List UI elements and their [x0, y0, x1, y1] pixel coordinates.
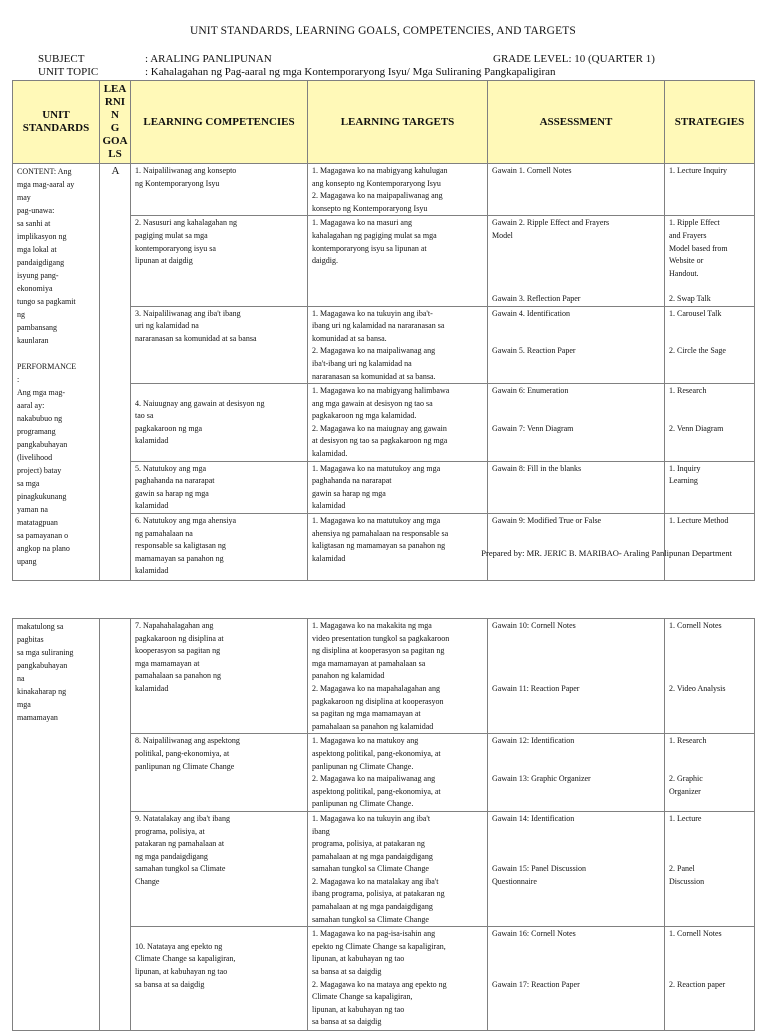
target-cell: 1. Magagawa ko na makakita ng mga video presentation tungkol sa pagkakaroon ng disiplina at kooperasyon sa pagitan ng mga mamamayan at pamahalaan sa panahon ng kalamidad 2. Magagawa ko na mapahalagahan ang pagkakaroon ng disiplina at kooperasyon sa pagitan ng mga mamamayan at pamahalaan sa panahon ng kalamidad: [308, 619, 488, 734]
header-assessment: ASSESSMENT: [488, 81, 665, 164]
strategy-cell: 1. Lecture 2. Panel Discussion: [665, 811, 755, 926]
standards-table-page-2: [12, 618, 755, 1031]
strategy-cell: 1. Lecture Inquiry: [665, 164, 755, 216]
competency-cell: 10. Natataya ang epekto ng Climate Change sa kapaligiran, lipunan, at kabuhayan ng tao sa bansa at sa daigdig: [131, 927, 308, 1031]
target-cell: 1. Magagawa ko na masuri ang kahalagahan ng pagiging mulat sa mga kontemporaryong isyu sa lipunan at daigdig.: [308, 216, 488, 306]
target-cell: 1. Magagawa ko na matutukoy ang mga ahensiya ng pamahalaan na responsable sa kaligtasan ng mamamayan sa panahon ng kalamidad: [308, 514, 488, 581]
learning-goal-cell: A: [100, 164, 131, 581]
header-learning-competencies: LEARNING COMPETENCIES: [131, 81, 308, 164]
assessment-cell: Gawain 2. Ripple Effect and Frayers Model Gawain 3. Reflection Paper: [488, 216, 665, 306]
subject-value: : ARALING PANLIPUNAN: [145, 53, 272, 65]
header-strategies: STRATEGIES: [665, 81, 755, 164]
unit-topic-value: : Kahalagahan ng Pag-aaral ng mga Kontemporaryong Isyu/ Mga Suliraning Pangkapaligiran: [145, 66, 556, 78]
assessment-cell: Gawain 9: Modified True or False: [488, 514, 665, 581]
grade-level: GRADE LEVEL: 10 (QUARTER 1): [493, 53, 655, 65]
strategy-cell: 1. Cornell Notes 2. Video Analysis: [665, 619, 755, 734]
strategy-cell: 1. Ripple Effect and Frayers Model based from Website or Handout. 2. Swap Talk: [665, 216, 755, 306]
subject-label: SUBJECT: [38, 53, 85, 65]
learning-goal-cell-continued: [100, 619, 131, 1031]
competency-cell: 1. Naipaliliwanag ang konsepto ng Kontemporaryong Isyu: [131, 164, 308, 216]
unit-standards-cell: CONTENT: Ang mga mag-aaral ay may pag-unawa: sa sanhi at implikasyon ng mga lokal at pandaigdigang isyung pang- ekonomiya tungo sa pagkamit ng pambansang kaunlaran PERFORMANCE : Ang mga mag- aaral ay: nakabubuo ng programang pangkabuhayan (livelihood project) batay sa mga pinagkukunang yaman na matatagpuan sa pamayanan o angkop na plano upang: [13, 164, 100, 581]
target-cell: 1. Magagawa ko na mabigyang halimbawa ang mga gawain at desisyon ng tao sa pagkakaroon ng mga kalamidad. 2. Magagawa ko na maiugnay ang gawain at desisyon ng tao sa pagkakaroon ng mga kalamidad.: [308, 384, 488, 462]
assessment-cell: Gawain 1. Cornell Notes: [488, 164, 665, 216]
unit-topic-label: UNIT TOPIC: [38, 66, 99, 78]
assessment-cell: Gawain 4. Identification Gawain 5. Reaction Paper: [488, 306, 665, 384]
target-cell: 1. Magagawa ko na tukuyin ang iba't- ibang uri ng kalamidad na nararanasan sa komunidad at sa bansa. 2. Magagawa ko na maipaliwanag ang iba't-ibang uri ng kalamidad na nararanasan sa komunidad at sa bansa.: [308, 306, 488, 384]
strategy-cell: 1. Lecture Method: [665, 514, 755, 581]
competency-cell: 5. Natutukoy ang mga paghahanda na nararapat gawin sa harap ng mga kalamidad: [131, 461, 308, 513]
unit-standards-cell-continued: makatulong sa pagbitas sa mga suliraning pangkabuhayan na kinakaharap ng mga mamamayan: [13, 619, 100, 1031]
strategy-cell: 1. Research 2. Venn Diagram: [665, 384, 755, 462]
assessment-cell: Gawain 14: Identification Gawain 15: Panel Discussion Questionnaire: [488, 811, 665, 926]
assessment-cell: Gawain 10: Cornell Notes Gawain 11: Reaction Paper: [488, 619, 665, 734]
target-cell: 1. Magagawa ko na matukoy ang aspektong politikal, pang-ekonomiya, at panlipunan ng Climate Change. 2. Magagawa ko na maipaliwanag ang aspektong politikal, pang-ekonomiya, at panlipunan ng Climate Change.: [308, 734, 488, 812]
target-cell: 1. Magagawa ko na tukuyin ang iba't ibang programa, polisiya, at patakaran ng pamahalaan at ng mga pandaigdigang samahan tungkol sa Climate Change 2. Magagawa ko na matalakay ang iba't ibang programa, polisiya, at patakaran ng pamahalaan at ng mga pandaigdigang samahan tungkol sa Climate Change: [308, 811, 488, 926]
assessment-cell: Gawain 12: Identification Gawain 13: Graphic Organizer: [488, 734, 665, 812]
target-cell: 1. Magagawa ko na pag-isa-isahin ang epekto ng Climate Change sa kapaligiran, lipunan, at kabuhayan ng tao sa bansa at sa daigdig 2. Magagawa ko na mataya ang epekto ng Climate Change sa kapaligiran, lipunan, at kabuhayan ng tao sa bansa at sa daigdig: [308, 927, 488, 1031]
strategy-cell: 1. Carousel Talk 2. Circle the Sage: [665, 306, 755, 384]
header-learning-goals: LEA RNIN G GOA LS: [100, 81, 131, 164]
competency-cell: 9. Natatalakay ang iba't ibang programa, polisiya, at patakaran ng pamahalaan at ng mga pandaigdigang samahan tungkol sa Climate Change: [131, 811, 308, 926]
competency-cell: 2. Nasusuri ang kahalagahan ng pagiging mulat sa mga kontemporaryong isyu sa lipunan at daigdig: [131, 216, 308, 306]
header-learning-targets: LEARNING TARGETS: [308, 81, 488, 164]
competency-cell: 6. Natutukoy ang mga ahensiya ng pamahalaan na responsable sa kaligtasan ng mamamayan sa panahon ng kalamidad: [131, 514, 308, 581]
strategy-cell: 1. Inquiry Learning: [665, 461, 755, 513]
competency-cell: 4. Naiuugnay ang gawain at desisyon ng tao sa pagkakaroon ng mga kalamidad: [131, 384, 308, 462]
assessment-cell: Gawain 16: Cornell Notes Gawain 17: Reaction Paper: [488, 927, 665, 1031]
assessment-cell: Gawain 8: Fill in the blanks: [488, 461, 665, 513]
prepared-by: Prepared by: MR. JERIC B. MARIBAO- Araling Panlipunan Department: [481, 548, 732, 558]
document-title: UNIT STANDARDS, LEARNING GOALS, COMPETENCIES, AND TARGETS: [190, 25, 576, 37]
competency-cell: 3. Naipaliliwanag ang iba't ibang uri ng kalamidad na nararanasan sa komunidad at sa bansa: [131, 306, 308, 384]
header-unit-standards: UNIT STANDARDS: [13, 81, 100, 164]
competency-cell: 8. Naipaliliwanag ang aspektong politikal, pang-ekonomiya, at panlipunan ng Climate Change: [131, 734, 308, 812]
target-cell: 1. Magagawa ko na matutukoy ang mga paghahanda na nararapat gawin sa harap ng mga kalamidad: [308, 461, 488, 513]
standards-table-page-1: [12, 80, 755, 581]
target-cell: 1. Magagawa ko na mabigyang kahulugan ang konsepto ng Kontemporaryong Isyu 2. Magagawa ko na maipapaliwanag ang konsepto ng Kontemporaryong Isyu: [308, 164, 488, 216]
strategy-cell: 1. Cornell Notes 2. Reaction paper: [665, 927, 755, 1031]
assessment-cell: Gawain 6: Enumeration Gawain 7: Venn Diagram: [488, 384, 665, 462]
competency-cell: 7. Napahahalagahan ang pagkakaroon ng disiplina at kooperasyon sa pagitan ng mga mamamayan at pamahalaan sa panahon ng kalamidad: [131, 619, 308, 734]
strategy-cell: 1. Research 2. Graphic Organizer: [665, 734, 755, 812]
